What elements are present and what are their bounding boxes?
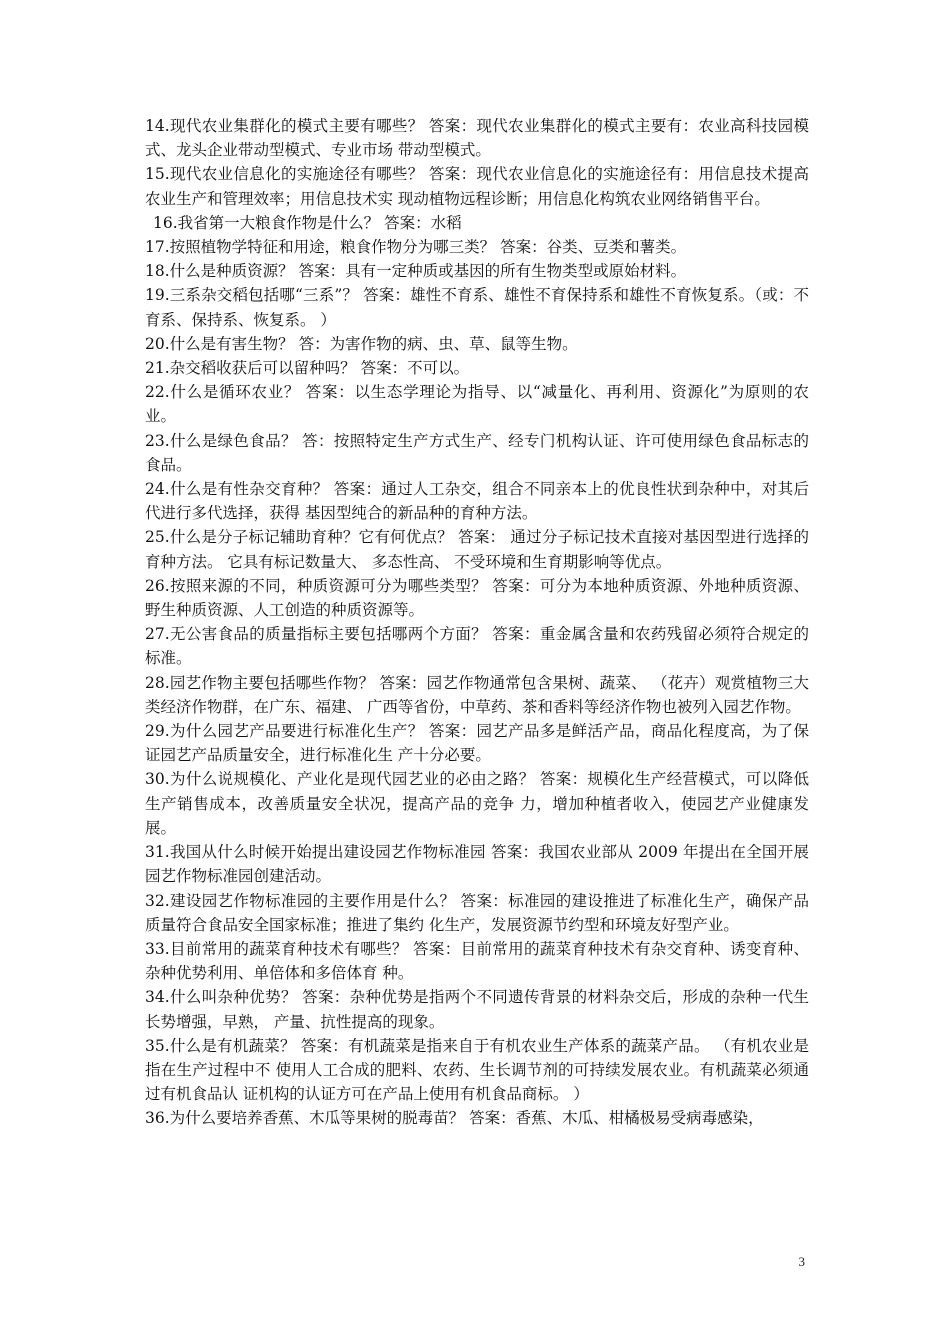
qa-item: 16.我省第一大粮食作物是什么？ 答案：水稻 <box>153 213 462 232</box>
qa-item: 29.为什么园艺产品要进行标准化生产？ 答案：园艺产品多是鲜活产品，商品化程度高，为了保证园艺产品质量安全，进行标准化生 产十分必要。 <box>145 722 809 765</box>
qa-item: 15.现代农业信息化的实施途径有哪些？ 答案：现代农业信息化的实施途径有：用信息技术提高农业生产和管理效率；用信息技术实 现动植物远程诊断；用信息化构筑农业网络销售平台。 <box>145 165 809 208</box>
qa-item: 24.什么是有性杂交育种？ 答案：通过人工杂交，组合不同亲本上的优良性状到杂种中，对其后代进行多代选择，获得 基因型纯合的新品种的育种方法。 <box>145 480 809 523</box>
qa-item: 18.什么是种质资源？ 答案：具有一定种质或基因的所有生物类型或原始材料。 <box>145 262 687 281</box>
qa-item: 35.什么是有机蔬菜？ 答案：有机蔬菜是指来自于有机农业生产体系的蔬菜产品。 （有机农业是指在生产过程中不 使用人工合成的肥料、农药、生长调节剂的可持续发展农业。有机蔬菜必须通过有机食品认 证机构的认证方可在产品上使用有机食品商标。 ） <box>145 1036 809 1104</box>
qa-item: 27.无公害食品的质量指标主要包括哪两个方面？ 答案：重金属含量和农药残留必须符合规定的标准。 <box>145 625 809 668</box>
qa-item: 30.为什么说规模化、产业化是现代园艺业的必由之路？ 答案：规模化生产经营模式，可以降低生产销售成本，改善质量安全状况，提高产品的竞争 力，增加种植者收入，使园艺产业健康发展。 <box>145 770 809 837</box>
page-number: 3 <box>798 1254 805 1269</box>
qa-item: 34.什么叫杂种优势？ 答案：杂种优势是指两个不同遗传背景的材料杂交后，形成的杂种一代生长势增强，早熟， 产量、抗性提高的现象。 <box>145 988 809 1031</box>
qa-item: 36.为什么要培养香蕉、木瓜等果树的脱毒苗？ 答案：香蕉、木瓜、柑橘极易受病毒感染， <box>145 1109 764 1128</box>
qa-item: 33.目前常用的蔬菜育种技术有哪些？ 答案：目前常用的蔬菜育种技术有杂交育种、诱变育种、杂种优势利用、单倍体和多倍体育 种。 <box>145 939 809 983</box>
qa-item: 31.我国从什么时候开始提出建设园艺作物标准园 答案：我国农业部从 2009 年提出在全国开展园艺作物标准园创建活动。 <box>145 843 809 886</box>
qa-item: 14.现代农业集群化的模式主要有哪些？ 答案：现代农业集群化的模式主要有：农业高科技园模式、龙头企业带动型模式、专业市场 带动型模式。 <box>145 117 809 160</box>
qa-list <box>145 114 809 1131</box>
qa-item: 22.什么是循环农业？ 答案：以生态学理论为指导、以“减量化、再利用、资源化”为原则的农业。 <box>145 383 809 426</box>
qa-item: 19.三系杂交稻包括哪“三系”？ 答案：雄性不育系、雄性不育保持系和雄性不育恢复系。（或：不育系、保持系、恢复系。 ） <box>145 286 809 329</box>
qa-item: 23.什么是绿色食品？ 答：按照特定生产方式生产、经专门机构认证、许可使用绿色食品标志的食品。 <box>145 431 809 474</box>
qa-item: 28.园艺作物主要包括哪些作物？ 答案：园艺作物通常包含果树、蔬菜、 （花卉）观赏植物三大类经济作物群，在广东、福建、 广西等省份，中草药、茶和香料等经济作物也被列入园艺作物。 <box>145 673 809 716</box>
qa-item: 25.什么是分子标记辅助育种？它有何优点？ 答案： 通过分子标记技术直接对基因型进行选择的育种方法。 它具有标记数量大、 多态性高、 不受环境和生育期影响等优点。 <box>145 528 809 571</box>
qa-item: 32.建设园艺作物标准园的主要作用是什么？ 答案：标准园的建设推进了标准化生产，确保产品质量符合食品安全国家标准；推进了集约 化生产，发展资源节约型和环境友好型产业。 <box>145 891 809 934</box>
qa-item: 26.按照来源的不同，种质资源可分为哪些类型？ 答案：可分为本地种质资源、外地种质资源、野生种质资源、人工创造的种质资源等。 <box>145 576 809 620</box>
qa-item: 20.什么是有害生物？ 答：为害作物的病、虫、草、鼠等生物。 <box>145 334 578 353</box>
qa-item: 21.杂交稻收获后可以留种吗？ 答案：不可以。 <box>145 359 470 378</box>
qa-item: 17.按照植物学特征和用途，粮食作物分为哪三类？ 答案：谷类、豆类和薯类。 <box>145 238 687 257</box>
